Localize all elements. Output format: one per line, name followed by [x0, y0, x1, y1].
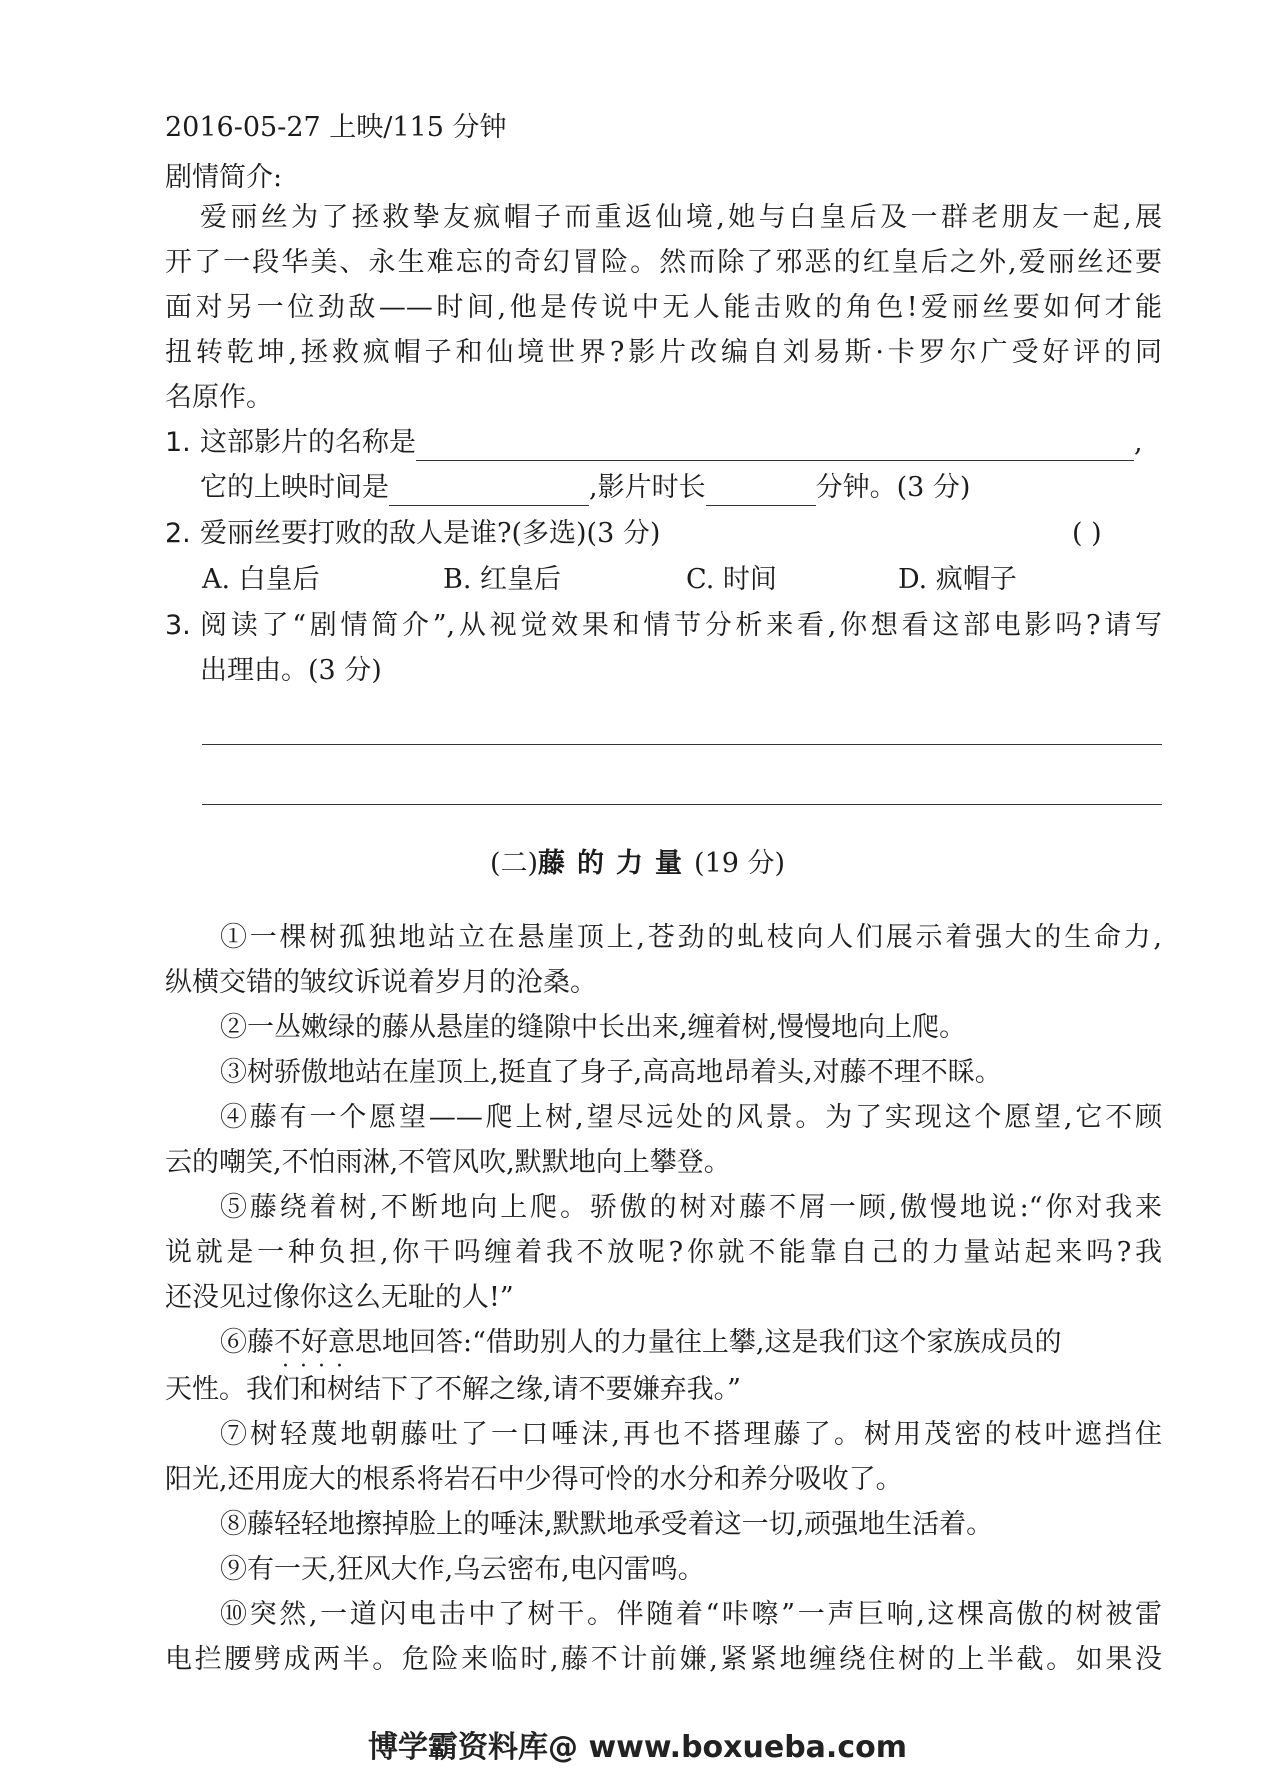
q1-minutes-suffix: 分钟。(3 分)	[815, 472, 971, 503]
q2-option-d[interactable]: D. 疯帽子	[898, 564, 1017, 595]
answer-line[interactable]	[202, 744, 1162, 745]
paragraph-line: ⑧藤轻轻地擦掉脸上的唾沫,默默地承受着这一切,顽强地生活着。	[220, 1509, 994, 1540]
p6-start: ⑥藤	[220, 1327, 274, 1358]
q1-duration-prompt: ,影片时长	[589, 472, 706, 503]
paragraph-line: ①一棵树孤独地站立在悬崖顶上,苍劲的虬枝向人们展示着强大的生命力,	[220, 922, 1162, 953]
paragraph-line: ⑨有一天,狂风大作,乌云密布,电闪雷鸣。	[220, 1554, 705, 1585]
paragraph-line: ④藤有一个愿望——爬上树,望尽远处的风景。为了实现这个愿望,它不顾	[220, 1102, 1162, 1133]
paragraph-line: ⑦树轻蔑地朝藤吐了一口唾沫,再也不搭理藤了。树用茂密的枝叶遮挡住	[220, 1419, 1162, 1450]
film-title-blank[interactable]	[416, 434, 1134, 461]
q1-title-prompt: 这部影片的名称是	[200, 427, 416, 458]
paragraph-line: ②一丛嫩绿的藤从悬崖的缝隙中长出来,缠着树,慢慢地向上爬。	[220, 1012, 967, 1043]
paragraph-line: ③树骄傲地站在崖顶上,挺直了身子,高高地昂着头,对藤不理不睬。	[220, 1057, 1002, 1088]
paragraph-line: 纵横交错的皱纹诉说着岁月的沧桑。	[165, 967, 597, 998]
q3-line2: 出理由。(3 分)	[200, 655, 382, 686]
q1-number: 1.	[165, 427, 191, 458]
section-title-main: 藤的力量	[538, 848, 695, 879]
synopsis-line: 开了一段华美、永生难忘的奇幻冒险。然而除了邪恶的红皇后之外,爱丽丝还要	[165, 247, 1162, 278]
dotted-emphasis: 不好意思 · · · ·	[274, 1327, 382, 1358]
paragraph-line: 还没见过像你这么无耻的人!”	[165, 1282, 514, 1313]
footer-watermark: 博学霸资料库@ www.boxueba.com	[368, 1730, 907, 1765]
q1-line2	[200, 470, 970, 506]
q1-comma: ,	[1134, 427, 1143, 458]
paragraph-line: 说就是一种负担,你干吗缠着我不放呢?你就不能靠自己的力量站起来吗?我	[165, 1237, 1162, 1268]
q1-line1	[200, 425, 1143, 461]
section-title-prefix: (二)	[489, 848, 539, 879]
paragraph-line: 电拦腰劈成两半。危险来临时,藤不计前嫌,紧紧地缠绕住树的上半截。如果没	[165, 1644, 1162, 1675]
q2-option-c[interactable]: C. 时间	[686, 564, 777, 595]
paragraph-line	[220, 1325, 1061, 1361]
duration-blank[interactable]	[706, 479, 816, 506]
paragraph-line: 天性。我们和树结下了不解之缘,请不要嫌弃我。”	[165, 1374, 741, 1405]
section-title-score: (19 分)	[694, 848, 786, 879]
synopsis-label: 剧情简介:	[165, 162, 283, 193]
answer-line[interactable]	[202, 804, 1162, 805]
q2-text: 爱丽丝要打败的敌人是谁?(多选)(3 分)	[200, 518, 661, 549]
synopsis-line: 扭转乾坤,拯救疯帽子和仙境世界?影片改编自刘易斯·卡罗尔广受好评的同	[165, 337, 1162, 368]
synopsis-line: 面对另一位劲敌——时间,他是传说中无人能击败的角色!爱丽丝要如何才能	[165, 292, 1162, 323]
section-title	[0, 846, 1275, 882]
paragraph-line: 云的嘲笑,不怕雨淋,不管风吹,默默地向上攀登。	[165, 1147, 731, 1178]
paragraph-line: 阳光,还用庞大的根系将岩石中少得可怜的水分和养分吸收了。	[165, 1464, 903, 1495]
q1-release-prompt: 它的上映时间是	[200, 472, 389, 503]
paragraph-line: ⑤藤绕着树,不断地向上爬。骄傲的树对藤不屑一顾,傲慢地说:“你对我来	[220, 1192, 1162, 1223]
q2-number: 2.	[165, 518, 191, 549]
paragraph-line: ⑩突然,一道闪电击中了树干。伴随着“咔嚓”一声巨响,这棵高傲的树被雷	[220, 1599, 1162, 1630]
q2-option-b[interactable]: B. 红皇后	[443, 564, 562, 595]
q3-number: 3.	[165, 610, 191, 641]
q2-option-a[interactable]: A. 白皇后	[202, 564, 320, 595]
synopsis-line: 爱丽丝为了拯救挚友疯帽子而重返仙境,她与白皇后及一群老朋友一起,展	[200, 202, 1162, 233]
release-info: 2016-05-27 上映/115 分钟	[165, 112, 507, 143]
q2-answer-box[interactable]: ( )	[1072, 518, 1102, 549]
release-date-blank[interactable]	[389, 479, 589, 506]
p6-rest: 地回答:“借助别人的力量往上攀,这是我们这个家族成员的	[382, 1327, 1062, 1358]
synopsis-line: 名原作。	[165, 382, 273, 413]
q3-line1: 阅读了“剧情简介”,从视觉效果和情节分析来看,你想看这部电影吗?请写	[200, 610, 1162, 641]
